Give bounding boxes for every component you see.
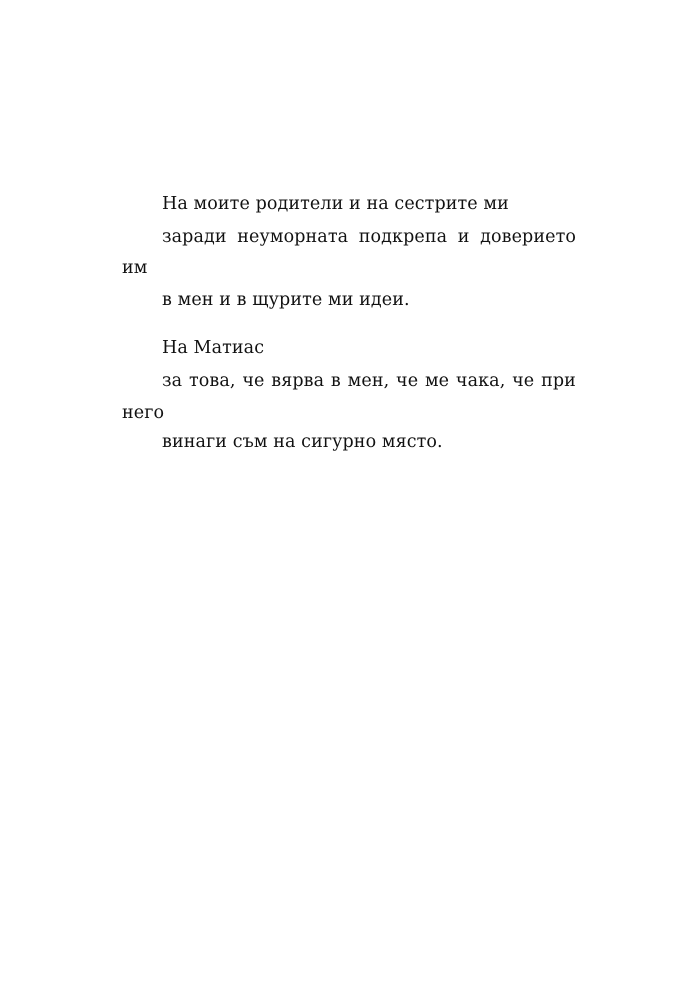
word: подкрепа <box>358 227 448 247</box>
word: това, <box>188 371 236 391</box>
word: заради <box>162 227 227 247</box>
dedication-1-line-2 <box>162 226 576 248</box>
word: мен, <box>347 371 390 391</box>
dedication-1-line-4: в мен и в щурите ми идеи. <box>162 290 410 310</box>
word: при <box>541 371 576 391</box>
word: неуморната <box>237 227 349 247</box>
word: чака, <box>455 371 506 391</box>
word: че <box>512 371 535 391</box>
word: че <box>396 371 419 391</box>
word: вярва <box>271 371 325 391</box>
dedication-2-line-1: На Матиас <box>162 338 265 358</box>
word: ме <box>424 371 450 391</box>
dedication-2-line-3: него <box>122 403 165 423</box>
dedication-1-line-1: На моите родители и на сестрите ми <box>162 194 509 214</box>
dedication-1-line-3: им <box>122 258 148 278</box>
dedication-2-line-4: винаги съм на сигурно място. <box>162 432 443 452</box>
word: че <box>242 371 265 391</box>
word: и <box>457 227 470 247</box>
word: в <box>330 371 341 391</box>
dedication-2-line-2 <box>162 370 576 392</box>
word: за <box>162 371 183 391</box>
word: доверието <box>480 227 576 247</box>
